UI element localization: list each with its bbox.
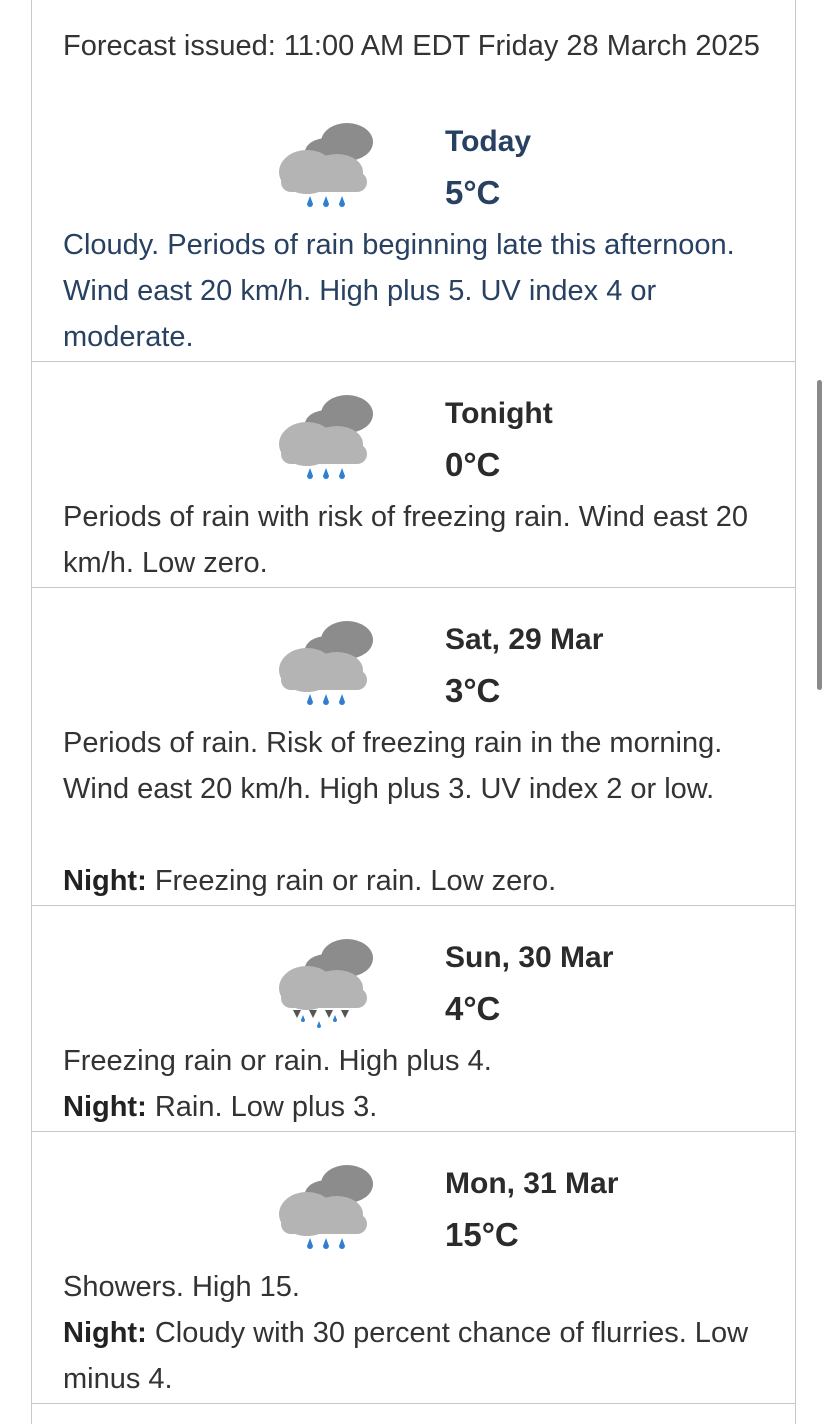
forecast-issued: Forecast issued: 11:00 AM EDT Friday 28 March 2025	[63, 30, 760, 62]
night-label: Night:	[63, 1091, 147, 1123]
night-label: Night:	[63, 865, 147, 897]
night-label: Night:	[63, 1317, 147, 1349]
period-name: Tonight	[445, 397, 553, 430]
rain-cloud-icon	[271, 614, 381, 718]
period-name: Mon, 31 Mar	[445, 1167, 619, 1200]
period-name: Sun, 30 Mar	[445, 941, 614, 974]
period-description: Freezing rain or rain. High plus 4.	[63, 1045, 492, 1077]
forecast-period-mon-content	[31, 1132, 796, 1404]
period-description: Periods of rain. Risk of freezing rain in the morning. Wind east 20 km/h. High plus 3. UV index 2 or low.	[63, 727, 723, 805]
period-temperature: 4°C	[445, 990, 501, 1027]
scrollbar[interactable]	[817, 380, 822, 690]
period-night-forecast	[63, 1310, 763, 1402]
period-name: Today	[445, 125, 532, 158]
period-name: Sat, 29 Mar	[445, 623, 604, 656]
rain-cloud-icon	[271, 1158, 381, 1262]
forecast-period-today-content	[31, 0, 796, 362]
night-text: Freezing rain or rain. Low zero.	[154, 865, 557, 897]
period-night-forecast	[63, 858, 763, 904]
forecast-period-sat-content	[31, 588, 796, 906]
period-description: Cloudy. Periods of rain beginning late this afternoon. Wind east 20 km/h. High plus 5. UV index 4 or moderate.	[63, 229, 735, 353]
forecast-period-tonight-content	[31, 362, 796, 588]
night-text: Rain. Low plus 3.	[154, 1091, 378, 1123]
rain-cloud-icon	[271, 388, 381, 492]
period-night-forecast	[63, 1084, 763, 1130]
forecast-period-sun-content	[31, 906, 796, 1132]
period-temperature: 0°C	[445, 446, 501, 483]
period-temperature: 15°C	[445, 1216, 519, 1253]
freezing-rain-cloud-icon	[271, 932, 381, 1036]
night-text: Cloudy with 30 percent chance of flurries. Low minus 4.	[63, 1317, 749, 1395]
period-description: Periods of rain with risk of freezing rain. Wind east 20 km/h. Low zero.	[63, 501, 749, 579]
period-description: Showers. High 15.	[63, 1271, 300, 1303]
rain-cloud-icon	[271, 116, 381, 220]
period-temperature: 3°C	[445, 672, 501, 709]
period-temperature: 5°C	[445, 174, 501, 211]
